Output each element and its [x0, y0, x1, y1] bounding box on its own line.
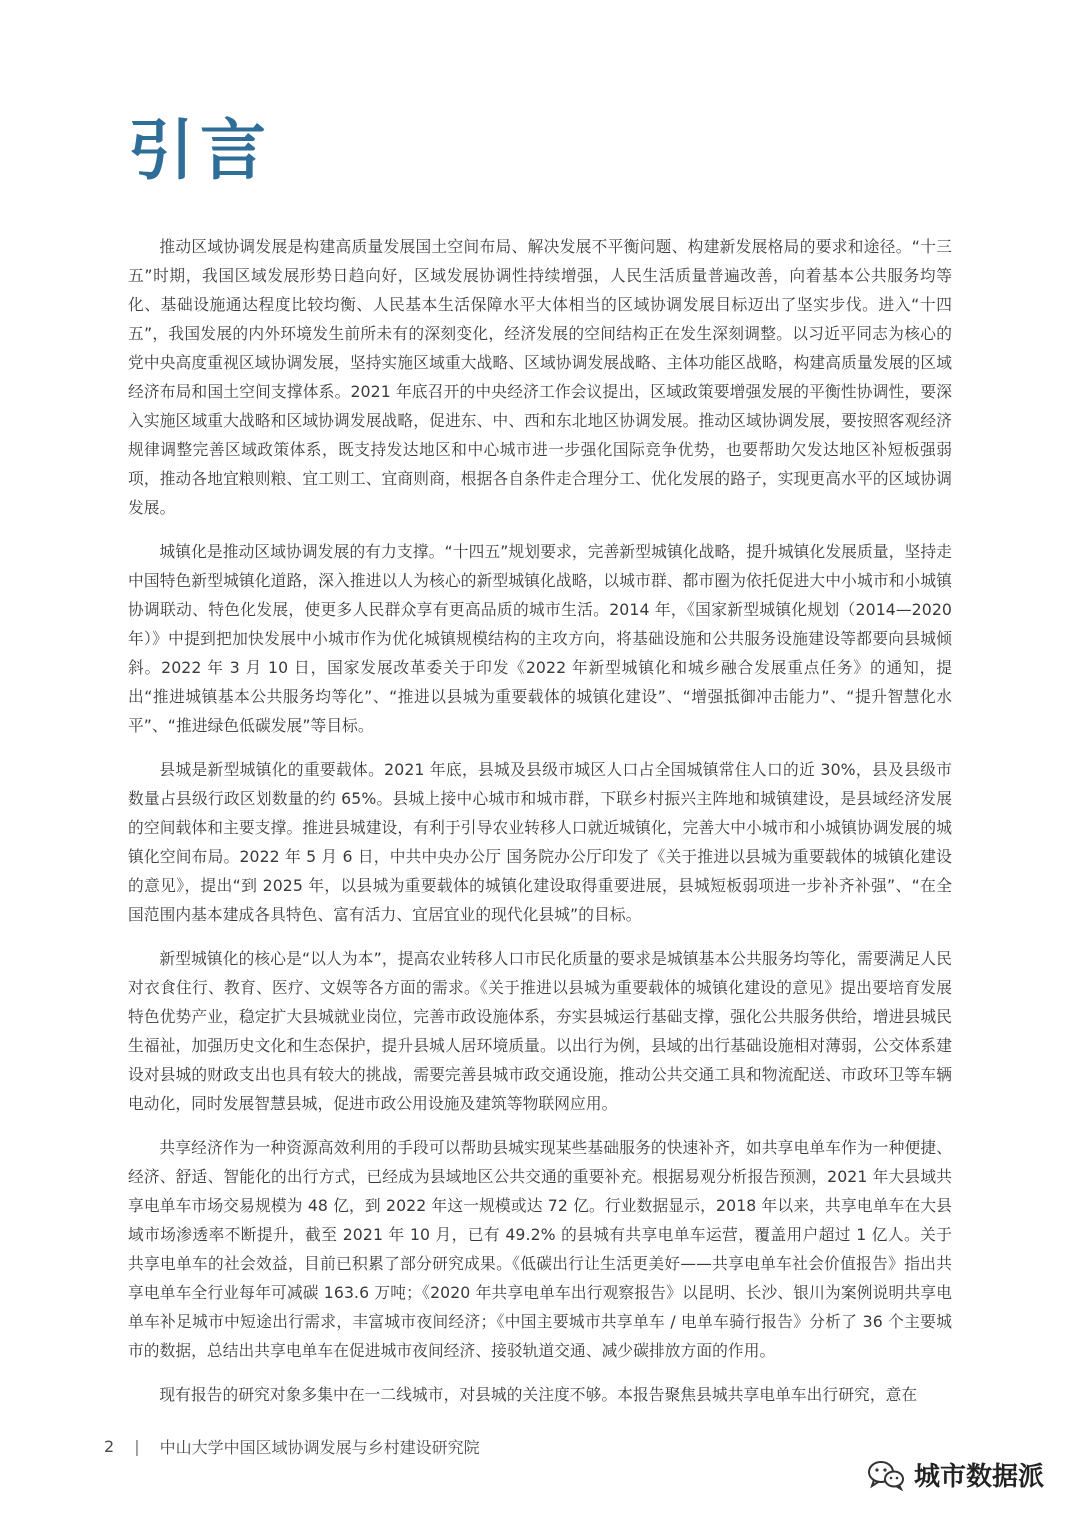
paragraph: 城镇化是推动区域协调发展的有力支撑。“十四五”规划要求，完善新型城镇化战略，提升城镇化发展质量，坚持走中国特色新型城镇化道路，深入推进以人为核心的新型城镇化战略，以城市群、都市圈为依托促进大中小城市和小城镇协调联动、特色化发展，使更多人民群众享有更高品质的城市生活。2014 年，《国家新型城镇化规划（2014—2020 年）》中提到把加快发展中小城市作为优化城镇规模结构的主攻方向，将基础设施和公共服务设施建设等都要向县城倾斜。2022 年 3 月 10 日，国家发展改革委关于印发《2022 年新型城镇化和城乡融合发展重点任务》的通知，提出“推进城镇基本公共服务均等化”、“推进以县城为重要载体的城镇化建设”、“增强抵御冲击能力”、“提升智慧化水平”、“推进绿色低碳发展”等目标。 — [128, 542, 952, 735]
page-title: 引言 — [128, 112, 272, 189]
wechat-icon — [866, 1459, 906, 1491]
body-text — [128, 232, 952, 1424]
paragraph: 新型城镇化的核心是“以人为本”，提高农业转移人口市民化质量的要求是城镇基本公共服务均等化，需要满足人民对衣食住行、教育、医疗、文娱等各方面的需求。《关于推进以县城为重要载体的城镇化建设的意见》提出要培育发展特色优势产业，稳定扩大县城就业岗位，完善市政设施体系，夯实县城运行基础支撑，强化公共服务供给，增进县城民生福祉，加强历史文化和生态保护，提升县城人居环境质量。以出行为例，县域的出行基础设施相对薄弱，公交体系建设对县城的财政支出也具有较大的挑战，需要完善县城市政交通设施，推动公共交通工具和物流配送、市政环卫等车辆电动化，同时发展智慧县城，促进市政公用设施及建筑等物联网应用。 — [128, 949, 952, 1113]
footer-separator: | — [134, 1437, 140, 1456]
paragraph: 共享经济作为一种资源高效利用的手段可以帮助县城实现某些基础服务的快速补齐，如共享电单车作为一种便捷、经济、舒适、智能化的出行方式，已经成为县域地区公共交通的重要补充。根据易观分析报告预测，2021 年大县域共享电单车市场交易规模为 48 亿，到 2022 年这一规模或达 72 亿。行业数据显示，2018 年以来，共享电单车在大县域市场渗透率不断提升，截至 2021 年 10 月，已有 49.2% 的县城有共享电单车运营，覆盖用户超过 1 亿人。关于共享电单车的社会效益，目前已积累了部分研究成果。《低碳出行让生活更美好——共享电单车社会价值报告》指出共享电单车全行业每年可减碳 163.6 万吨；《2020 年共享电单车出行观察报告》以昆明、长沙、银川为案例说明共享电单车补足城市中短途出行需求，丰富城市夜间经济；《中国主要城市共享单车 / 电单车骑行报告》分析了 36 个主要城市的数据，总结出共享电单车在促进城市夜间经济、接驳轨道交通、减少碳排放方面的作用。 — [128, 1138, 952, 1360]
paragraph: 推动区域协调发展是构建高质量发展国土空间布局、解决发展不平衡问题、构建新发展格局的要求和途径。“十三五”时期，我国区域发展形势日趋向好，区域发展协调性持续增强，人民生活质量普遍改善，向着基本公共服务均等化、基础设施通达程度比较均衡、人民基本生活保障水平大体相当的区域协调发展目标迈出了坚实步伐。进入“十四五”，我国发展的内外环境发生前所未有的深刻变化，经济发展的空间结构正在发生深刻调整。以习近平同志为核心的党中央高度重视区域协调发展，坚持实施区域重大战略、区域协调发展战略、主体功能区战略，构建高质量发展的区域经济布局和国土空间支撑体系。2021 年底召开的中央经济工作会议提出，区域政策要增强发展的平衡性协调性，要深入实施区域重大战略和区域协调发展战略，促进东、中、西和东北地区协调发展。推动区域协调发展，要按照客观经济规律调整完善区域政策体系，既支持发达地区和中心城市进一步强化国际竞争优势，也要帮助欠发达地区补短板强弱项，推动各地宜粮则粮、宜工则工、宜商则商，根据各自条件走合理分工、优化发展的路子，实现更高水平的区域协调发展。 — [128, 237, 952, 517]
paragraph: 现有报告的研究对象多集中在一二线城市，对县城的关注度不够。本报告聚焦县城共享电单车出行研究，意在 — [159, 1385, 918, 1404]
page-footer — [104, 1435, 480, 1458]
paragraph: 县城是新型城镇化的重要载体。2021 年底，县城及县级市城区人口占全国城镇常住人口的近 30%，县及县级市数量占县级行政区划数量的约 65%。县城上接中心城市和城市群，下联乡村振兴主阵地和城镇建设，是县域经济发展的空间载体和主要支撑。推进县城建设，有利于引导农业转移人口就近城镇化，完善大中小城市和小城镇协调发展的城镇化空间布局。2022 年 5 月 6 日，中共中央办公厅 国务院办公厅印发了《关于推进以县城为重要载体的城镇化建设的意见》，提出“到 2025 年，以县城为重要载体的城镇化建设取得重要进展，县城短板弱项进一步补齐补强”、“在全国范围内基本建成各具特色、富有活力、宜居宜业的现代化县城”的目标。 — [128, 760, 952, 924]
watermark-text: 城市数据派 — [913, 1462, 1044, 1492]
page-number: 2 — [104, 1437, 115, 1456]
watermark — [866, 1456, 1044, 1493]
footer-institution: 中山大学中国区域协调发展与乡村建设研究院 — [159, 1438, 480, 1457]
